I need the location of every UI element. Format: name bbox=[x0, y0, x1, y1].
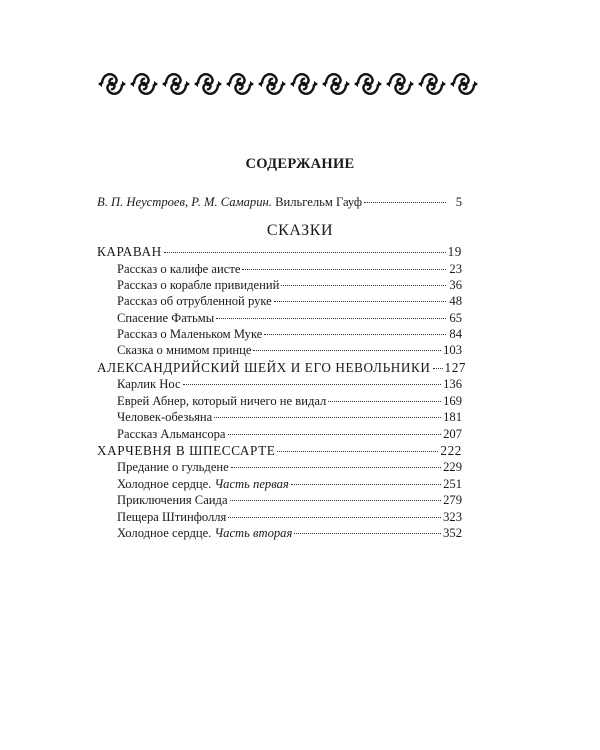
toc-item-title: Рассказ о калифе аисте bbox=[117, 261, 241, 276]
toc-item-title: Рассказ о Маленьком Муке bbox=[117, 327, 263, 342]
toc-part-page: 19 bbox=[447, 244, 462, 259]
toc-item bbox=[97, 310, 462, 326]
toc-item-subtitle: Часть первая bbox=[214, 476, 289, 491]
leader-dots bbox=[274, 301, 446, 302]
toc-item bbox=[97, 525, 462, 541]
toc-part-title: АЛЕКСАНДРИЙСКИЙ ШЕЙХ И ЕГО НЕВОЛЬНИКИ bbox=[97, 359, 431, 375]
leader-dots bbox=[277, 451, 438, 452]
toc-item-page: 352 bbox=[443, 525, 462, 540]
toc-item-page: 229 bbox=[443, 460, 462, 475]
decorative-ornament-band bbox=[96, 68, 480, 100]
preface-entry bbox=[97, 194, 462, 210]
toc-item-title: Рассказ Альмансора bbox=[117, 426, 226, 441]
section-title: СКАЗКИ bbox=[266, 222, 334, 239]
toc-item bbox=[97, 261, 462, 277]
leader-dots bbox=[253, 350, 441, 351]
toc-item-page: 103 bbox=[443, 343, 462, 358]
toc-item-title: Сказка о мнимом принце bbox=[117, 343, 252, 358]
leader-dots bbox=[433, 368, 443, 369]
preface-page: 5 bbox=[455, 195, 462, 209]
toc-item-page: 84 bbox=[449, 327, 462, 342]
toc-item bbox=[97, 393, 462, 409]
leader-dots bbox=[264, 334, 446, 335]
toc-item-page: 207 bbox=[443, 426, 462, 441]
toc-part bbox=[97, 243, 462, 261]
toc-item-title: Карлик Нос bbox=[117, 377, 181, 392]
leader-dots bbox=[364, 202, 446, 203]
toc-item bbox=[97, 459, 462, 475]
toc-part-title: ХАРЧЕВНЯ В ШПЕССАРТЕ bbox=[97, 442, 276, 458]
preface-authors: В. П. Неустроев, Р. М. Самарин. bbox=[97, 195, 272, 209]
toc-item bbox=[97, 426, 462, 442]
toc-item bbox=[97, 376, 462, 392]
toc-item bbox=[97, 509, 462, 525]
toc-part-page: 222 bbox=[440, 442, 462, 458]
leader-dots bbox=[230, 500, 442, 501]
toc-item bbox=[97, 409, 462, 425]
toc-part-page: 127 bbox=[444, 359, 467, 375]
toc-item-title: Человек-обезьяна bbox=[117, 410, 213, 425]
toc-item-title: Приключения Саида bbox=[117, 493, 228, 508]
toc-item-page: 279 bbox=[443, 493, 462, 508]
leader-dots bbox=[216, 318, 446, 319]
toc-item-page: 23 bbox=[449, 261, 462, 276]
toc-item bbox=[97, 476, 462, 492]
toc-item bbox=[97, 326, 462, 342]
toc-item-title: Спасение Фатьмы bbox=[117, 310, 215, 325]
toc-item-page: 136 bbox=[443, 377, 462, 392]
toc-item bbox=[97, 342, 462, 358]
toc-item bbox=[97, 293, 462, 309]
toc-item-page: 36 bbox=[449, 277, 462, 292]
toc-item-title: Рассказ о корабле привидений bbox=[117, 277, 280, 292]
toc-item bbox=[97, 277, 462, 293]
toc-item-title: Еврей Абнер, который ничего не видал bbox=[117, 393, 327, 408]
toc-item-page: 251 bbox=[443, 476, 462, 491]
toc-item bbox=[97, 492, 462, 508]
toc-item-title: Пещера Штинфолля bbox=[117, 509, 227, 524]
toc-part bbox=[97, 442, 462, 460]
leader-dots bbox=[294, 533, 441, 534]
toc-item-title: Рассказ об отрубленной руке bbox=[117, 294, 272, 309]
toc-item-page: 169 bbox=[443, 393, 462, 408]
leader-dots bbox=[214, 417, 441, 418]
toc-item-title: Предание о гульдене bbox=[117, 460, 229, 475]
leader-dots bbox=[228, 434, 442, 435]
leader-dots bbox=[281, 285, 446, 286]
preface-title: Вильгельм Гауф bbox=[271, 195, 363, 209]
toc-item-subtitle: Часть вторая bbox=[214, 525, 293, 540]
leader-dots bbox=[242, 269, 446, 270]
leader-dots bbox=[291, 484, 441, 485]
leader-dots bbox=[328, 401, 441, 402]
toc-item-page: 181 bbox=[443, 410, 462, 425]
toc-item-page: 65 bbox=[449, 310, 462, 325]
toc-item-title: Холодное сердце. bbox=[117, 525, 215, 540]
toc-item-title: Холодное сердце. bbox=[117, 476, 215, 491]
toc-part-title: КАРАВАН bbox=[97, 244, 162, 259]
toc-item-page: 323 bbox=[443, 509, 462, 524]
toc-item-page: 48 bbox=[449, 294, 462, 309]
leader-dots bbox=[231, 467, 441, 468]
contents-title: СОДЕРЖАНИЕ bbox=[245, 156, 355, 172]
toc-part bbox=[97, 359, 467, 377]
table-of-contents bbox=[97, 243, 467, 541]
leader-dots bbox=[164, 252, 446, 253]
leader-dots bbox=[228, 517, 441, 518]
leader-dots bbox=[183, 384, 442, 385]
